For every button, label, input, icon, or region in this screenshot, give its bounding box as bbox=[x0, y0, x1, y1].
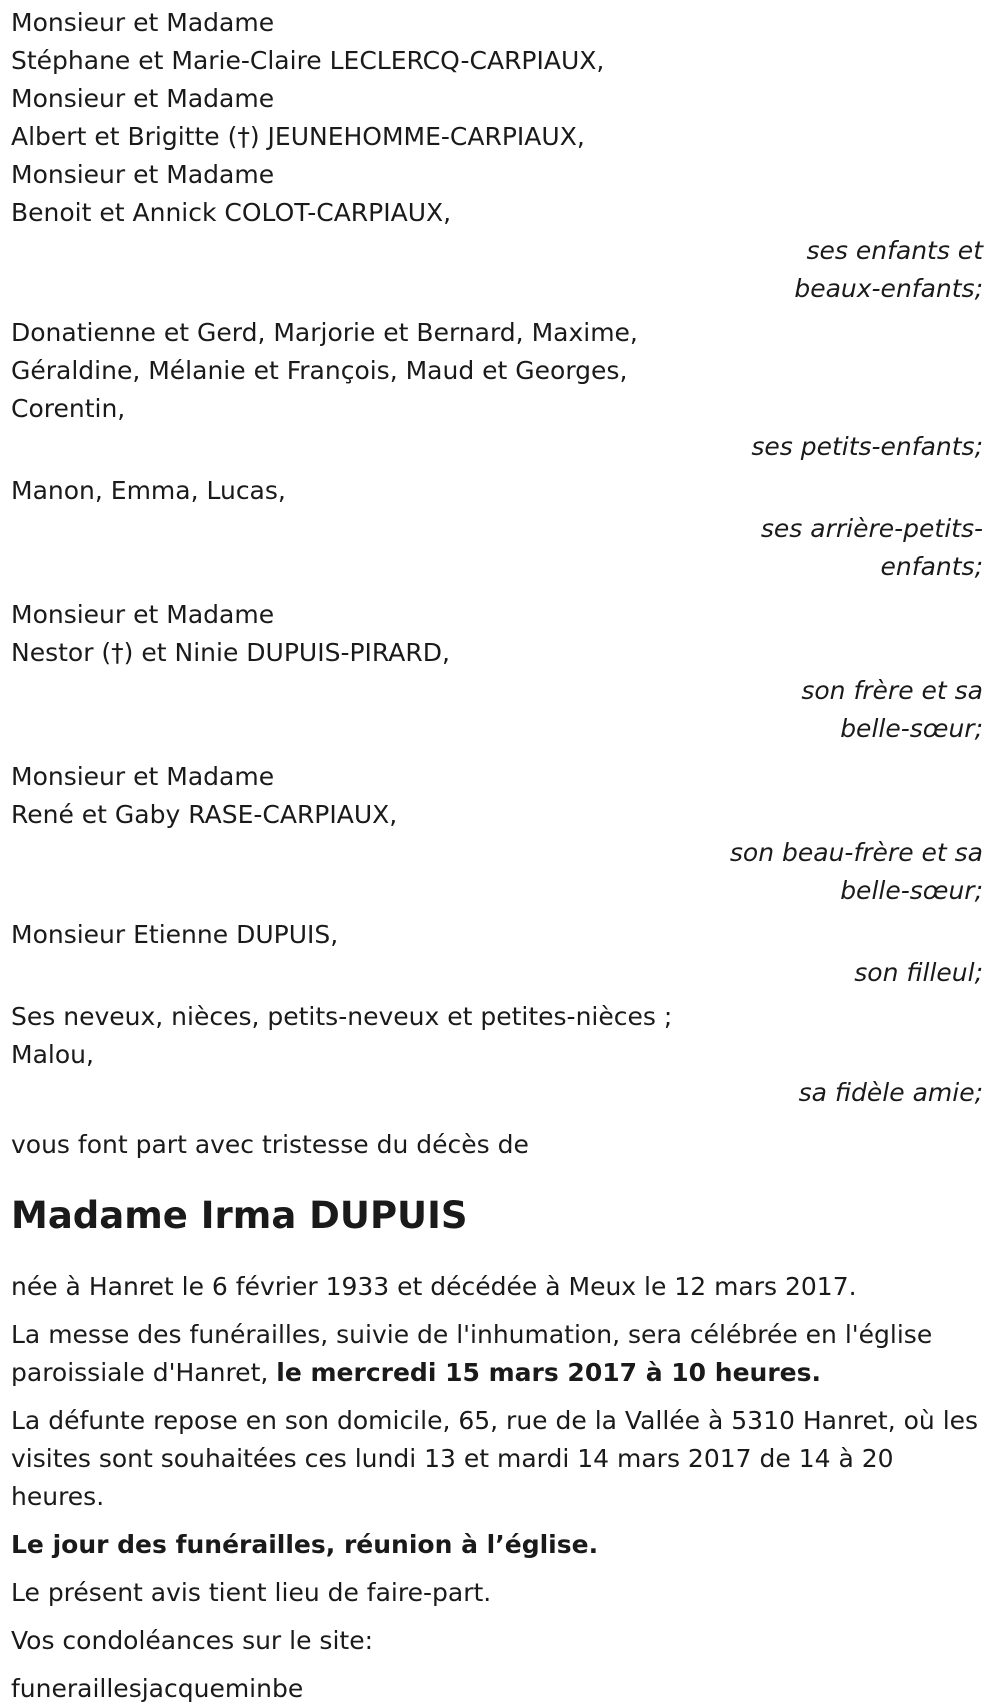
deceased-name: Madame Irma DUPUIS bbox=[11, 1194, 468, 1237]
text-line: Ses neveux, nièces, petits-neveux et petites-nièces ; bbox=[11, 1002, 673, 1031]
godson-section bbox=[11, 916, 984, 992]
text-line: Albert et Brigitte (†) JEUNEHOMME-CARPIAUX, bbox=[11, 122, 585, 151]
text-line: Monsieur et Madame bbox=[11, 8, 275, 37]
text-line: René et Gaby RASE-CARPIAUX, bbox=[11, 800, 398, 829]
children-section bbox=[11, 4, 984, 308]
relation-label: ses enfants et beaux-enfants; bbox=[794, 236, 983, 303]
text-line: Monsieur Etienne DUPUIS, bbox=[11, 920, 339, 949]
relation-label: ses arrière-petits- enfants; bbox=[760, 514, 983, 581]
text-line: Monsieur et Madame bbox=[11, 160, 275, 189]
great-grandchildren-section bbox=[11, 472, 984, 586]
text-line: Monsieur et Madame bbox=[11, 600, 275, 629]
relation-label: son filleul; bbox=[854, 958, 983, 987]
text-line: Manon, Emma, Lucas, bbox=[11, 476, 286, 505]
text-line: Monsieur et Madame bbox=[11, 84, 275, 113]
condolences-website: funeraillesjacqueminbe bbox=[11, 1674, 304, 1703]
announcement bbox=[11, 1126, 984, 1164]
birth-death-text: née à Hanret le 6 février 1933 et décédée à Meux le 12 mars 2017. bbox=[11, 1272, 857, 1301]
grandchildren-section bbox=[11, 314, 984, 466]
text-line: Malou, bbox=[11, 1040, 94, 1069]
others-section bbox=[11, 998, 984, 1112]
mass-date: le mercredi 15 mars 2017 à 10 heures. bbox=[276, 1358, 821, 1387]
relation-label: sa fidèle amie; bbox=[798, 1078, 983, 1107]
relation-label: son beau-frère et sa belle-sœur; bbox=[729, 838, 983, 905]
text-line: Benoit et Annick COLOT-CARPIAUX, bbox=[11, 198, 452, 227]
brother-in-law-section bbox=[11, 758, 984, 910]
mass-text: La messe des funérailles, suivie de l'inhumation, sera célébrée en l'église paroissiale d'Hanret, le mercredi 15 mars 2017 à 10 heures. bbox=[11, 1320, 933, 1387]
meeting-text: Le jour des funérailles, réunion à l’église. bbox=[11, 1530, 599, 1559]
relation-label: son frère et sa belle-sœur; bbox=[801, 676, 983, 743]
notice-text: Le présent avis tient lieu de faire-part. bbox=[11, 1578, 492, 1607]
brother-section bbox=[11, 596, 984, 748]
relation-label: ses petits-enfants; bbox=[751, 432, 983, 461]
text-line: Géraldine, Mélanie et François, Maud et Georges, bbox=[11, 356, 628, 385]
announcement-text: vous font part avec tristesse du décès de bbox=[11, 1130, 529, 1159]
text-line: Corentin, bbox=[11, 394, 126, 423]
rests-text: La défunte repose en son domicile, 65, rue de la Vallée à 5310 Hanret, où les visites sont souhaitées ces lundi 13 et mardi 14 mars 2017 de 14 à 20 heures. bbox=[11, 1406, 979, 1511]
text-line: Monsieur et Madame bbox=[11, 762, 275, 791]
text-line: Stéphane et Marie-Claire LECLERCQ-CARPIAUX, bbox=[11, 46, 605, 75]
text-line: Nestor (†) et Ninie DUPUIS-PIRARD, bbox=[11, 638, 450, 667]
text-line: Donatienne et Gerd, Marjorie et Bernard, Maxime, bbox=[11, 318, 638, 347]
condolences-label: Vos condoléances sur le site: bbox=[11, 1626, 374, 1655]
